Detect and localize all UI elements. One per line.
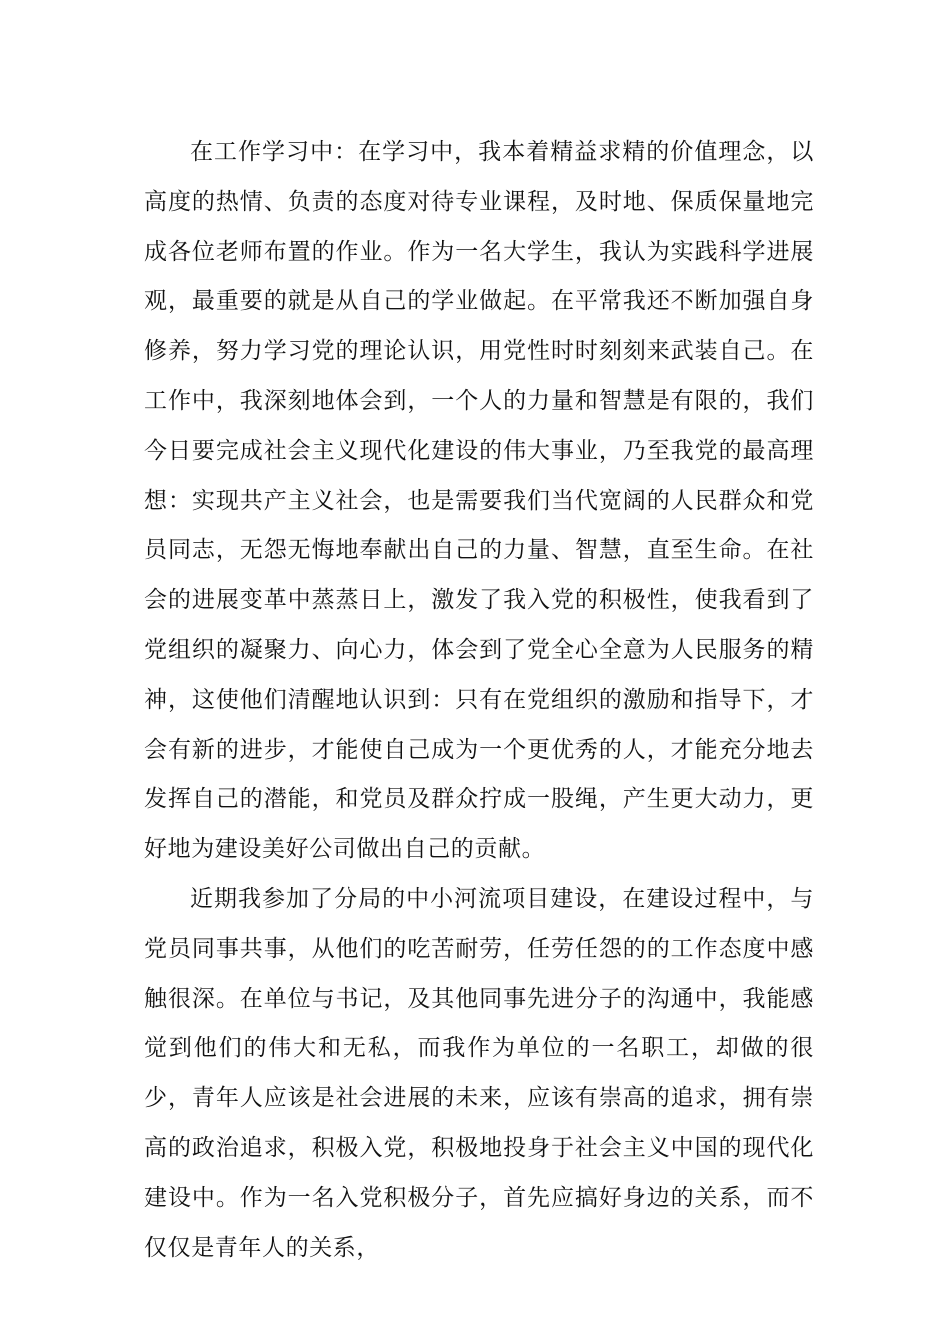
document-body [144,128,814,1273]
paragraph-river-project: 近期我参加了分局的中小河流项目建设，在建设过程中，与党员同事共事，从他们的吃苦耐劳，任劳任怨的的工作态度中感触很深。在单位与书记，及其他同事先进分子的沟通中，我能感觉到他们的伟大和无私，而我作为单位的一名职工，却做的很少，青年人应该是社会进展的未来，应该有崇高的追求，拥有崇高的政治追求，积极入党，积极地投身于社会主义中国的现代化建设中。作为一名入党积极分子，首先应搞好身边的关系，而不仅仅是青年人的关系， [144,885,814,1261]
paragraph-work-study: 在工作学习中：在学习中，我本着精益求精的价值理念，以高度的热情、负责的态度对待专业课程，及时地、保质保量地完成各位老师布置的作业。作为一名大学生，我认为实践科学进展观，最重要的就是从自己的学业做起。在平常我还不断加强自身修养，努力学习党的理论认识，用党性时时刻刻来武装自己。在工作中，我深刻地体会到，一个人的力量和智慧是有限的，我们今日要完成社会主义现代化建设的伟大事业，乃至我党的最高理想：实现共产主义社会，也是需要我们当代宽阔的人民群众和党员同志，无怨无悔地奉献出自己的力量、智慧，直至生命。在社会的进展变革中蒸蒸日上，激发了我入党的积极性，使我看到了党组织的凝聚力、向心力，体会到了党全心全意为人民服务的精神，这使他们清醒地认识到：只有在党组织的激励和指导下，才会有新的进步，才能使自己成为一个更优秀的人，才能充分地去发挥自己的潜能，和党员及群众拧成一股绳，产生更大动力，更好地为建设美好公司做出自己的贡献。 [144,139,814,863]
